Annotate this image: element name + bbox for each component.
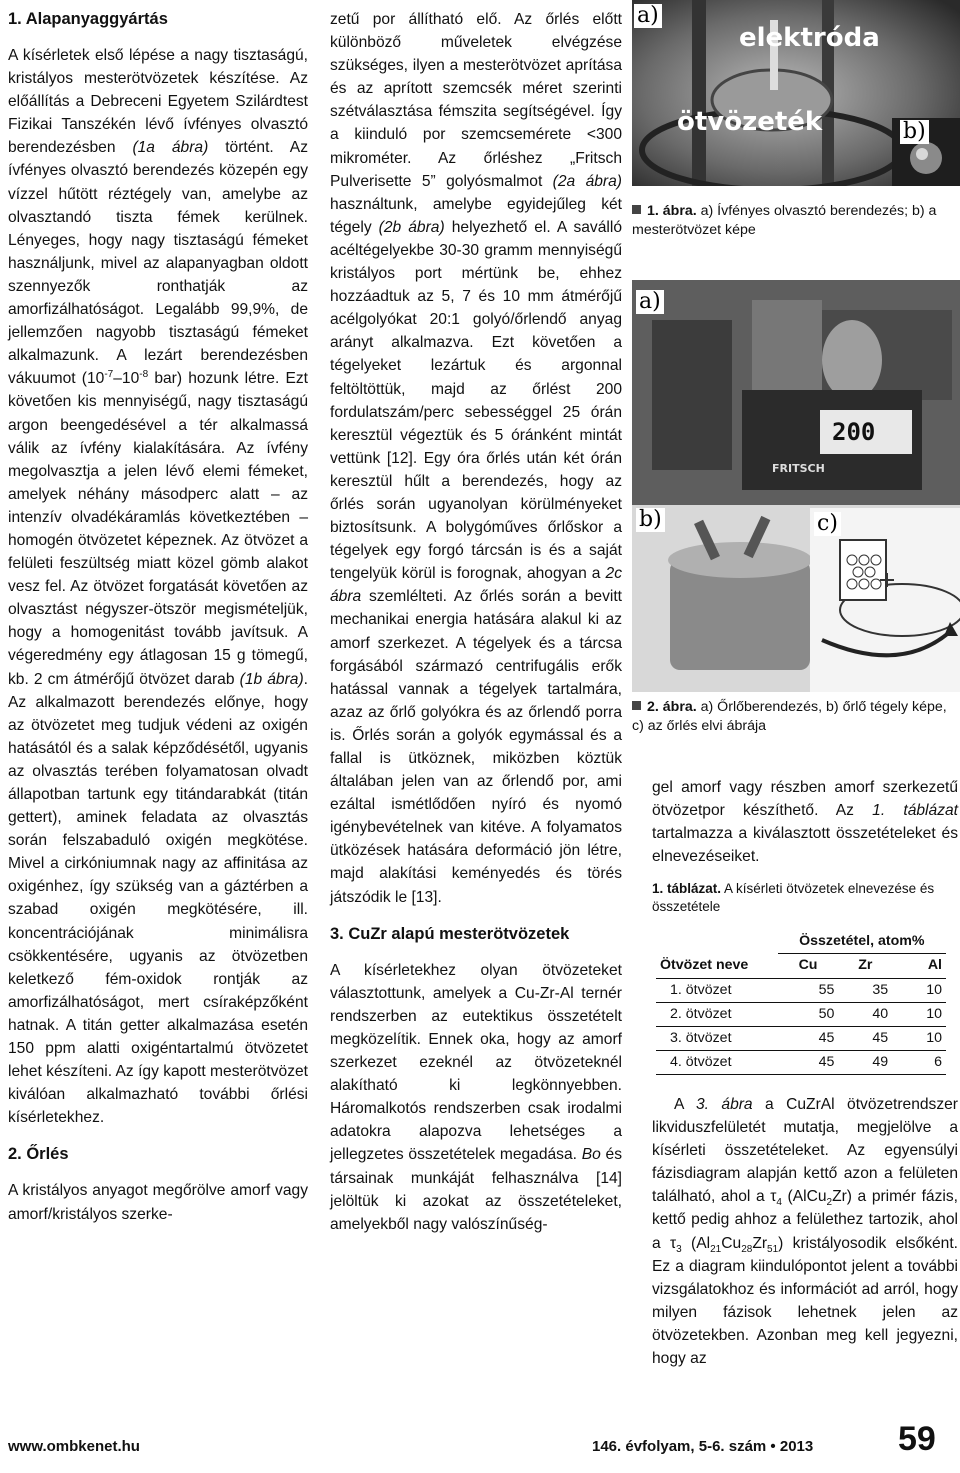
electrode-label: elektróda <box>739 23 880 53</box>
subscript: 51 <box>767 1243 779 1255</box>
figure-1a-label: a) <box>634 4 662 28</box>
table-caption-text: A kísérleti ötvözetek elnevezése és összetétele <box>652 881 935 915</box>
exponent: -7 <box>104 369 114 381</box>
spacer <box>652 1075 958 1093</box>
subscript: 3 <box>676 1243 682 1255</box>
text-run: (Al <box>681 1234 711 1252</box>
figure-reference: (2a ábra) <box>552 172 622 190</box>
table-cell: 50 <box>778 1002 839 1026</box>
figure-1-photo <box>632 0 960 186</box>
author-reference: Bo <box>581 1146 601 1164</box>
table-header-empty <box>656 930 778 954</box>
figure-reference: (1a ábra) <box>132 139 209 157</box>
column-1 <box>8 8 308 1226</box>
paragraph-cuzr <box>330 959 622 1236</box>
figure-2-photo <box>632 280 960 692</box>
table-cell: 2. ötvözet <box>656 1002 778 1026</box>
table-row <box>656 978 946 1002</box>
table-cell: 45 <box>778 1050 839 1074</box>
table-header-row <box>656 954 946 978</box>
table-row <box>656 1002 946 1026</box>
page-footer <box>0 1418 960 1468</box>
brand-label: FRITSCH <box>772 462 825 475</box>
caption-text: a) Ívfényes olvasztó berendezés; b) a mesterötvözet képe <box>632 203 937 238</box>
table-cell: 45 <box>838 1026 892 1050</box>
table-cell: 35 <box>838 978 892 1002</box>
text-run: a CuZrAl ötvözetrendszer likviduszfelületét mutatja, megjelölve a kísérleti összetételeket. Az egyensúlyi fázisdiagram alapján kettő azon a felületen található, ahol a τ <box>652 1095 958 1206</box>
figure-reference: (1b ábra) <box>239 670 304 688</box>
text-run: A kísérletekhez olyan ötvözeteket választottunk, amelyek a Cu-Zr-Al ternér rendszerben az eutektikus összetételt megközelítik. Ennek oka, hogy az amorf szerkezet ezeknél az ötvözeteknél alakítható ki legkönnyebben. Háromalkotós rendszerben csak irodalmi adatokra alapozva lehetséges a jellegzetes összetételek megadása. <box>330 961 622 1164</box>
table-cell: 1. ötvözet <box>656 978 778 1002</box>
alloy-table <box>656 930 946 1075</box>
table-cell: 49 <box>838 1050 892 1074</box>
paragraph-alapanyag <box>8 44 308 1129</box>
subscript: 21 <box>710 1243 722 1255</box>
caption-bullet-icon <box>632 701 641 710</box>
text-run: gel amorf vagy részben amorf szerkezetű ötvözetpor készíthető. Az <box>652 779 958 820</box>
mill-photo <box>632 280 960 692</box>
exponent: -8 <box>139 369 149 381</box>
subscript: 4 <box>776 1197 782 1209</box>
text-run: bar) hozunk létre. Ezt követően kis mennyiségű, nagy tisztaságú argon beengedésével a tér alkalmassá válik az ívfény kialakítására. Az ívfény megolvasztja a jelen lévő elemi fémeket, amelyek néhány másodperc alatt – az intenzív olvadékáramlás következtében – homogén ötvözetet képeznek. Az ötvözet a felületi feszültség miatt közel gömb alakot vesz fel. Az ötvözet forgatását követően az olvasztást négyszer-ötször megismételjük, hogy a homogenitást tovább javítsuk. A végeredmény egy átlagosan 15 g tömegű, kb. 2 cm átmérőjű ötvözet darab <box>8 370 308 688</box>
text-run: . Az alkalmazott berendezés előnye, hogy az ötvözetet meg tudjuk védeni az oxigén hatásától és a salak képződésétől, ugyanis az olvasztás terében folyamatosan olvadt állapotban tartunk egy titándarabkát (titán gettert), aminek feladata az olvasztás során felszabaduló oxigén megkötése. Mivel a cirkóniumnak nagy az affinitása az oxigénhez, így szükség van a gáztérben a szabad oxigén megkötésére, ill. koncentrációjának minimálisra csökkentésére, ugyanis az ötvözetben keletkező fém-oxidok rontják az amorfizálhatóságot, mert csíraképzőként hatnak. A titán getter alkalmazása esetén 150 ppm alatti oxigéntartalmú ötvözetet lehet készíteni. Az így kapott mesterötvözet kiválóan alkalmazható további őrlési kísérletekhez. <box>8 670 308 1127</box>
table-cell: 3. ötvözet <box>656 1026 778 1050</box>
section-heading-3: 3. CuZr alapú mesterötvözetek <box>330 924 570 943</box>
text-run: ) kristályosodik elsőként. Ez a diagram kiindulópontot jelent a további vizsgálatokhoz és információt ad arról, hogy milyen fázisok lehetnek jelen az ötvözetekben. Azonban meg kell jegyezni, hogy az <box>652 1234 959 1367</box>
figure-reference: 3. ábra <box>695 1095 753 1113</box>
caption-text: a) Őrlőberendezés, b) őrlő tégely képe, c) az őrlés elvi ábrája <box>632 699 947 734</box>
table-header-name: Ötvözet neve <box>656 954 778 978</box>
caption-label: 1. ábra. <box>647 203 697 219</box>
figure-reference: (2b ábra) <box>378 218 445 236</box>
table-header-zr: Zr <box>838 954 892 978</box>
text-run: zetű por állítható elő. Az őrlés előtt különböző műveletek elvégzése szükséges, ilyen a mesterötvözet aprítása és az aprított szemcsék méret szerinti szétválasztása fémszita segítségével. Így a kiinduló por szemcsemérete <300 mikrométer. Az őrléshez „Fritsch Pulverisette 5” golyósmalmot <box>330 11 622 190</box>
table-cell: 10 <box>892 1002 946 1026</box>
caption-label: 2. ábra. <box>647 699 697 715</box>
table-row <box>656 1050 946 1074</box>
paragraph-table-intro <box>652 776 958 868</box>
text-run: szemlélteti. Az őrlés során a bevitt mechanikai energia hatására alakul ki az amorf szerkezet. A tégelyek és a tárcsa forgásából származó centrifugális erők hatással vannak a tégelyek tartalmára, azaz az őrlő golyókra és az őrlendő porra is. Őrlés során a golyók egymással és a fallal is ütköznek, miközben köztük általában jelen van az őrlendő por, ami ezáltal ismétlődően nyíró és nyomó igénybevételnek van kitéve. A folyamatos ütközések hatására deformáció jön létre, majd alakítási keményedés és törés játszódik le [13]. <box>330 588 622 906</box>
column-3 <box>652 776 958 1370</box>
figure-1-caption <box>632 202 958 240</box>
footer-issue: 146. évfolyam, 5-6. szám • 2013 <box>592 1438 814 1455</box>
table-caption-label: 1. táblázat. <box>652 881 722 897</box>
section-heading-2: 2. Őrlés <box>8 1145 69 1164</box>
table-cell: 40 <box>838 1002 892 1026</box>
table-cell: 10 <box>892 1026 946 1050</box>
text-run: tartalmazza a kiválasztott összetételeket és elnevezéseiket. <box>652 825 958 866</box>
text-run: –10 <box>113 370 140 388</box>
text-run: használtunk, amelybe egyidejűleg két tégely <box>330 195 622 236</box>
table-group-header: Összetétel, atom% <box>778 930 946 954</box>
column-2 <box>330 8 622 1236</box>
paragraph-orles-cont <box>330 8 622 909</box>
text-run: A <box>674 1095 696 1113</box>
paragraph-phase-diagram <box>652 1093 958 1370</box>
footer-url[interactable]: www.ombkenet.hu <box>8 1438 140 1455</box>
table-cell: 4. ötvözet <box>656 1050 778 1074</box>
table-cell: 45 <box>778 1026 839 1050</box>
figure-reference: 2c ábra <box>330 565 622 606</box>
text-run: Zr <box>752 1234 768 1252</box>
text-run: történt. Az ívfényes olvasztó berendezés közepén egy vízzel hűtött réztégely van, amelybe az olvasztandó tiszta fémek kerülnek. Lényeges, hogy nagy tisztaságú fémeket használjunk, mivel az alapanyagban oldott szennyezők ronthatják az amorfizálhatóságot. Legalább 99,9%, de jellemzően nagyobb tisztaságú fémeket alkalmazunk. A lezárt berendezésben vákuumot (10 <box>8 139 308 388</box>
figure-2-caption <box>632 698 958 736</box>
text-run: helyezhető el. A saválló acéltégelyekbe 30-30 gramm mennyiségű kristályos port mértünk be, ehhez hozzáadtuk az 5, 7 és 10 mm átmérőjű acélgolyókat 20:1 golyó/őrlendő anyag arányt alkalmazva. Ezt követően a tégelyeket lezártuk és argonnal feltöltöttük, majd az őrlést 200 fordulatszám/perc sebességgel 25 órán keresztül végeztük és 5 óránként mintát vettünk [12]. Egy óra őrlés után két órán keresztül hűlt a berendezés, hogy az őrlés során ugyanolyan körülményeket biztosítsunk. A bolygóműves őrlőskor a tégelyek egy forgó tárcsán is és a saját tengelyük körül is forognak, ahogyan a <box>330 218 622 583</box>
table-cell: 6 <box>892 1050 946 1074</box>
subscript: 28 <box>741 1243 753 1255</box>
page-number: 59 <box>898 1420 936 1458</box>
text-run: A kísérletek első lépése a nagy tisztaságú, kristályos mesterötvözetek készítése. Az előállítás a Debreceni Egyetem Szilárdtest Fizikai Tanszékén lévő ívfényes olvasztó berendezésben <box>8 47 308 157</box>
table-header-al: Al <box>892 954 946 978</box>
section-heading-1: 1. Alapanyaggyártás <box>8 10 168 28</box>
figure-2a-label: a) <box>636 290 664 314</box>
table-header-cu: Cu <box>778 954 839 978</box>
table-row <box>656 1026 946 1050</box>
figure-1b-label: b) <box>900 120 929 144</box>
table-group-header-row <box>656 930 946 954</box>
table-reference: 1. táblázat <box>872 802 958 820</box>
figure-2b-label: b) <box>636 508 665 532</box>
table-cell: 55 <box>778 978 839 1002</box>
figure-2c-label: c) <box>814 512 841 536</box>
subscript: 2 <box>826 1197 833 1209</box>
text-run: Cu <box>721 1234 742 1252</box>
mill-display-value: 200 <box>832 418 876 446</box>
paragraph-orles: A kristályos anyagot megőrölve amorf vagy amorf/kristályos szerke- <box>8 1182 308 1223</box>
alloy-label: ötvözeték <box>677 107 823 137</box>
table-caption <box>652 880 958 916</box>
text-run: és társainak munkáját felhasználva [14] jelöltük ki azokat az összetételeket, amelyekből nagy valószínűség- <box>330 1146 622 1233</box>
table-cell: 10 <box>892 978 946 1002</box>
text-run: Zr) a primér fázis, kettő pedig ahhoz a felülethez tartozik, ahol a τ <box>652 1188 958 1252</box>
text-run: (AlCu <box>781 1188 827 1206</box>
caption-bullet-icon <box>632 205 641 214</box>
